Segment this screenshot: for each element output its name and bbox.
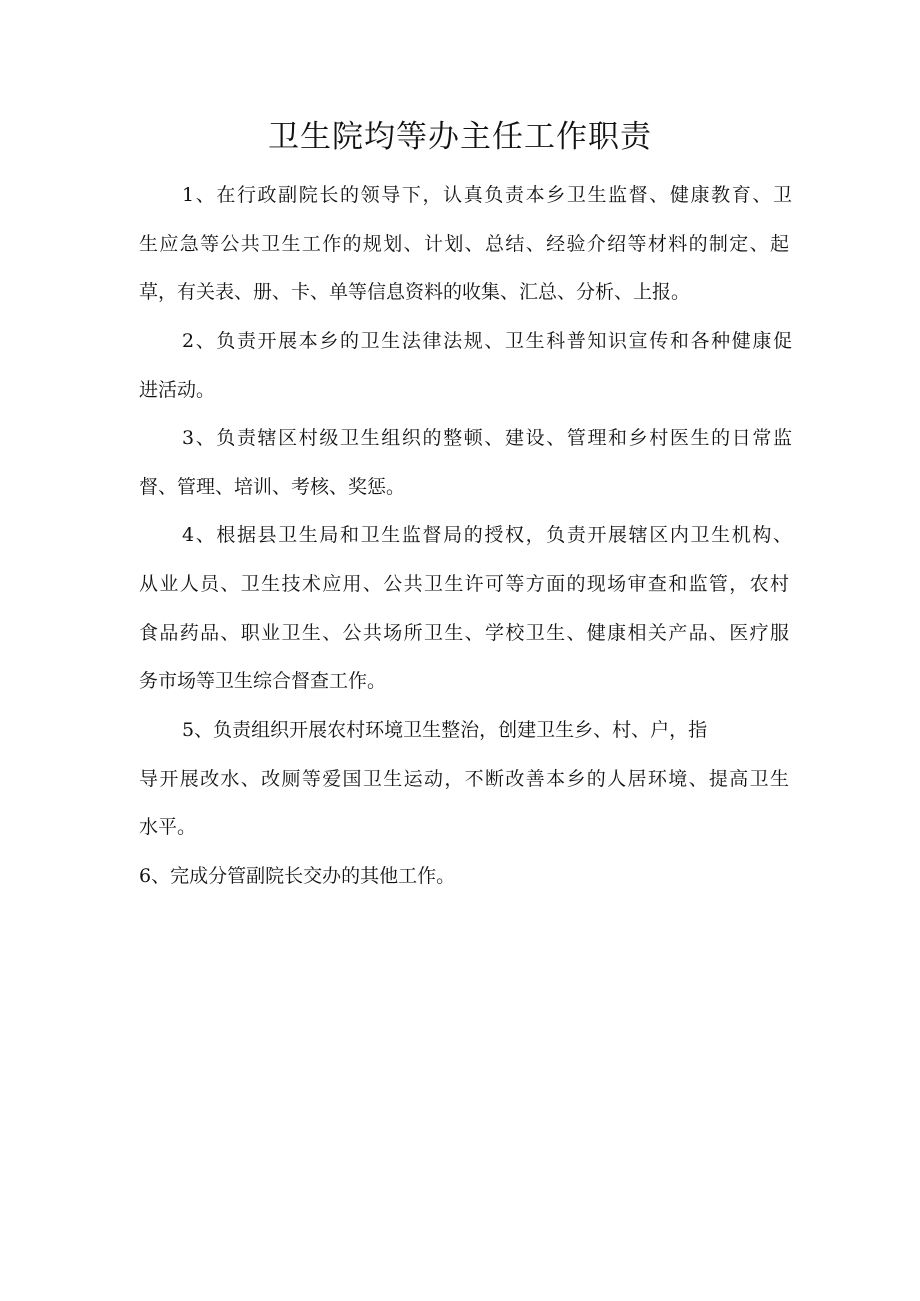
paragraph-6-line-1: 6、完成分管副院长交办的其他工作。: [139, 865, 456, 887]
document-title: 卫生院均等办主任工作职责: [268, 119, 652, 155]
paragraph-4-line-1: 4、根据县卫生局和卫生监督局的授权，负责开展辖区内卫生机构、: [182, 524, 792, 546]
paragraph-3-line-1: 3、负责辖区村级卫生组织的整顿、建设、管理和乡村医生的日常监: [182, 427, 792, 449]
paragraph-5-line-1: 5、负责组织开展农村环境卫生整治，创建卫生乡、村、户，指: [182, 719, 708, 741]
paragraph-4-line-2: 从业人员、卫生技术应用、公共卫生许可等方面的现场审查和监管，农村: [139, 573, 789, 595]
paragraph-2-line-1: 2、负责开展本乡的卫生法律法规、卫生科普知识宣传和各种健康促: [182, 330, 792, 352]
paragraph-1-line-2: 生应急等公共卫生工作的规划、计划、总结、经验介绍等材料的制定、起: [139, 233, 789, 255]
paragraph-5-line-3: 水平。: [139, 816, 197, 838]
paragraph-3-line-2: 督、管理、培训、考核、奖惩。: [139, 476, 406, 498]
paragraph-4-line-3: 食品药品、职业卫生、公共场所卫生、学校卫生、健康相关产品、医疗服: [139, 622, 789, 644]
paragraph-1-line-1: 1、在行政副院长的领导下，认真负责本乡卫生监督、健康教育、卫: [182, 184, 792, 206]
paragraph-5-line-2: 导开展改水、改厕等爱国卫生运动，不断改善本乡的人居环境、提高卫生: [139, 768, 789, 790]
paragraph-4-line-4: 务市场等卫生综合督查工作。: [139, 670, 387, 692]
paragraph-2-line-2: 进活动。: [139, 379, 216, 401]
paragraph-1-line-3: 草，有关表、册、卡、单等信息资料的收集、汇总、分析、上报。: [139, 281, 691, 303]
